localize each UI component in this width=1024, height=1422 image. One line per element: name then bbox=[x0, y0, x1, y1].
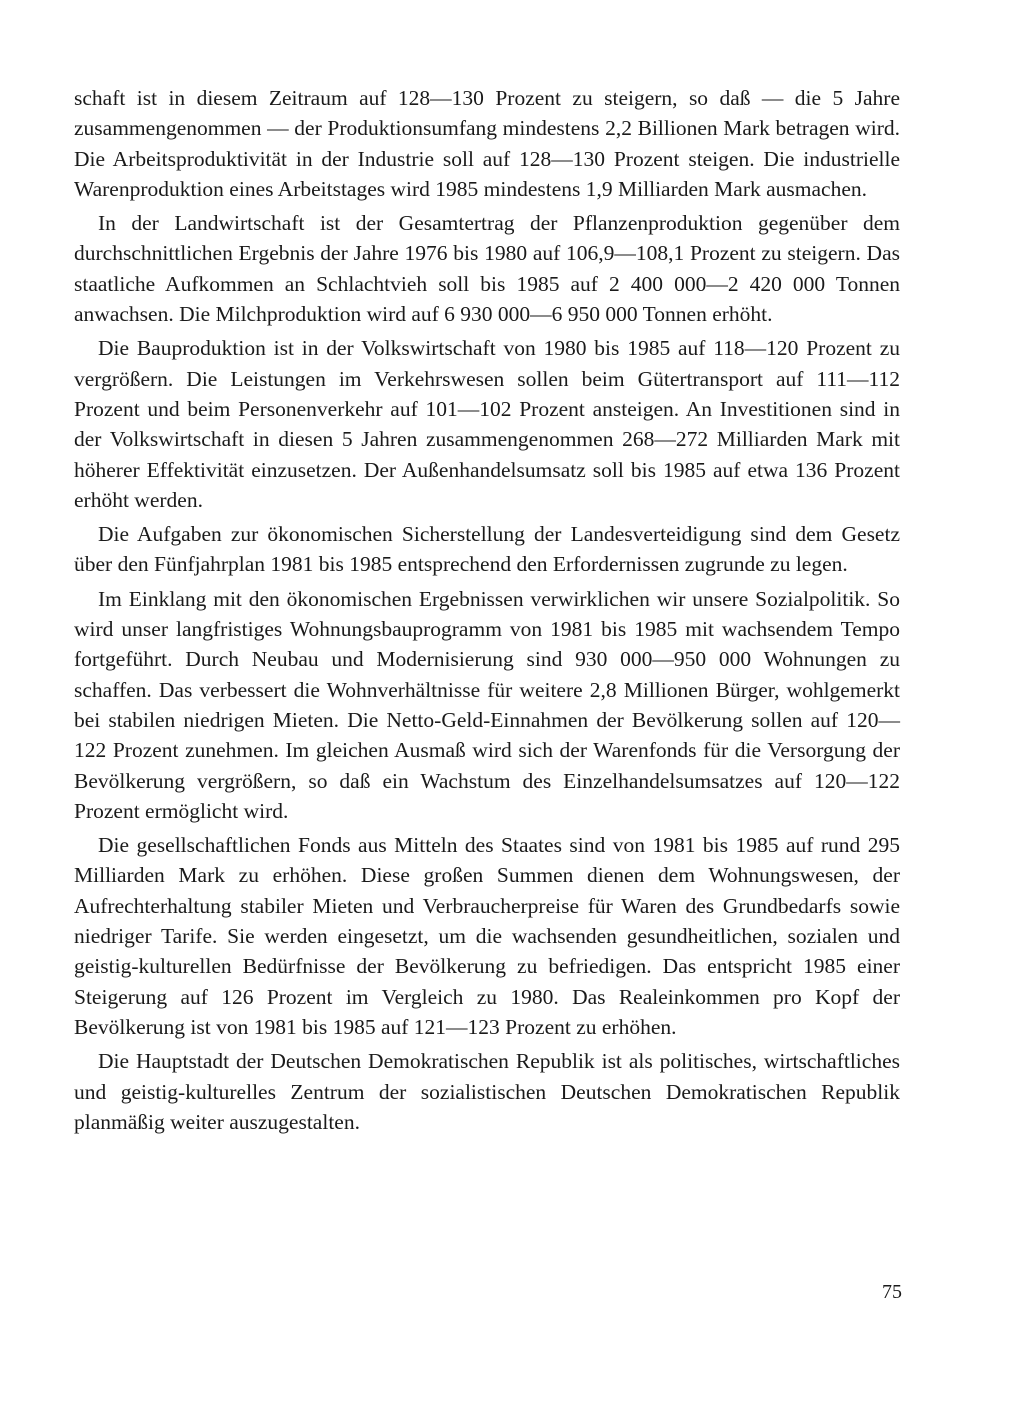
paragraph-landwirtschaft: In der Landwirtschaft ist der Gesamtertrag der Pflanzenproduktion gegenüber dem durchschnittlichen Ergebnis der Jahre 1976 bis 1980 auf 106,9—108,1 Prozent zu steigern. Das staatliche Aufkommen an Schlachtvieh soll bis 1985 auf 2 400 000—2 420 000 Tonnen anwachsen. Die Milchproduktion wird auf 6 930 000—6 950 000 Tonnen erhöht. bbox=[74, 211, 900, 327]
paragraph-gesellschaftliche-fonds: Die gesellschaftlichen Fonds aus Mitteln des Staates sind von 1981 bis 1985 auf rund 295 Milliarden Mark zu erhöhen. Diese großen Summen dienen dem Wohnungswesen, der Aufrechterhaltung stabiler Mieten und Verbraucherpreise für Waren des Grundbedarfs sowie niedriger Tarife. Sie werden eingesetzt, um die wachsenden gesundheitlichen, sozialen und geistig-kulturellen Bedürfnisse der Bevölkerung zu befriedigen. Das entspricht 1985 einer Steigerung auf 126 Prozent im Vergleich zu 1980. Das Realeinkommen pro Kopf der Bevölkerung ist von 1981 bis 1985 auf 121—123 Prozent zu erhöhen. bbox=[74, 833, 900, 1039]
paragraph-bauproduktion: Die Bauproduktion ist in der Volkswirtschaft von 1980 bis 1985 auf 118—120 Prozent zu vergrößern. Die Leistungen im Verkehrswesen sollen beim Gütertransport auf 111—112 Prozent und beim Personenverkehr auf 101—102 Prozent ansteigen. An Investitionen sind in der Volkswirtschaft in diesen 5 Jahren zusammengenommen 268—272 Milliarden Mark mit höherer Effektivität einzusetzen. Der Außenhandelsumsatz soll bis 1985 auf etwa 136 Prozent erhöht werden. bbox=[74, 336, 900, 512]
page-number: 75 bbox=[882, 1281, 902, 1303]
paragraph-sozialpolitik: Im Einklang mit den ökonomischen Ergebnissen verwirklichen wir unsere Sozialpolitik. So wird unser langfristiges Wohnungsbauprogramm von 1981 bis 1985 mit wachsendem Tempo fortgeführt. Durch Neubau und Modernisierung sind 930 000—950 000 Wohnungen zu schaffen. Das verbessert die Wohnverhältnisse für weitere 2,8 Millionen Bürger, wohlgemerkt bei stabilen niedrigen Mieten. Die Netto-Geld-Einnahmen der Bevölkerung sollen auf 120—122 Prozent zunehmen. Im gleichen Ausmaß wird sich der Warenfonds für die Versorgung der Bevölkerung vergrößern, so daß ein Wachstum des Einzelhandelsumsatzes auf 120—122 Prozent ermöglicht wird. bbox=[74, 586, 900, 823]
paragraph-landesverteidigung: Die Aufgaben zur ökonomischen Sicherstellung der Landesverteidigung sind dem Gesetz über den Fünfjahrplan 1981 bis 1985 entsprechend den Erfordernissen zugrunde zu legen. bbox=[74, 522, 900, 577]
body-text bbox=[74, 83, 900, 1141]
paragraph-hauptstadt: Die Hauptstadt der Deutschen Demokratischen Republik ist als politisches, wirtschaftliches und geistig-kulturelles Zentrum der sozialistischen Deutschen Demokratischen Republik planmäßig weiter auszugestalten. bbox=[74, 1049, 900, 1134]
paragraph-continued: schaft ist in diesem Zeitraum auf 128—130 Prozent zu steigern, so daß — die 5 Jahre zusammengenommen — der Produktionsumfang mindestens 2,2 Billionen Mark betragen wird. Die Arbeitsproduktivität in der Industrie soll auf 128—130 Prozent steigen. Die industrielle Warenproduktion eines Arbeitstages wird 1985 mindestens 1,9 Milliarden Mark ausmachen. bbox=[74, 86, 900, 201]
